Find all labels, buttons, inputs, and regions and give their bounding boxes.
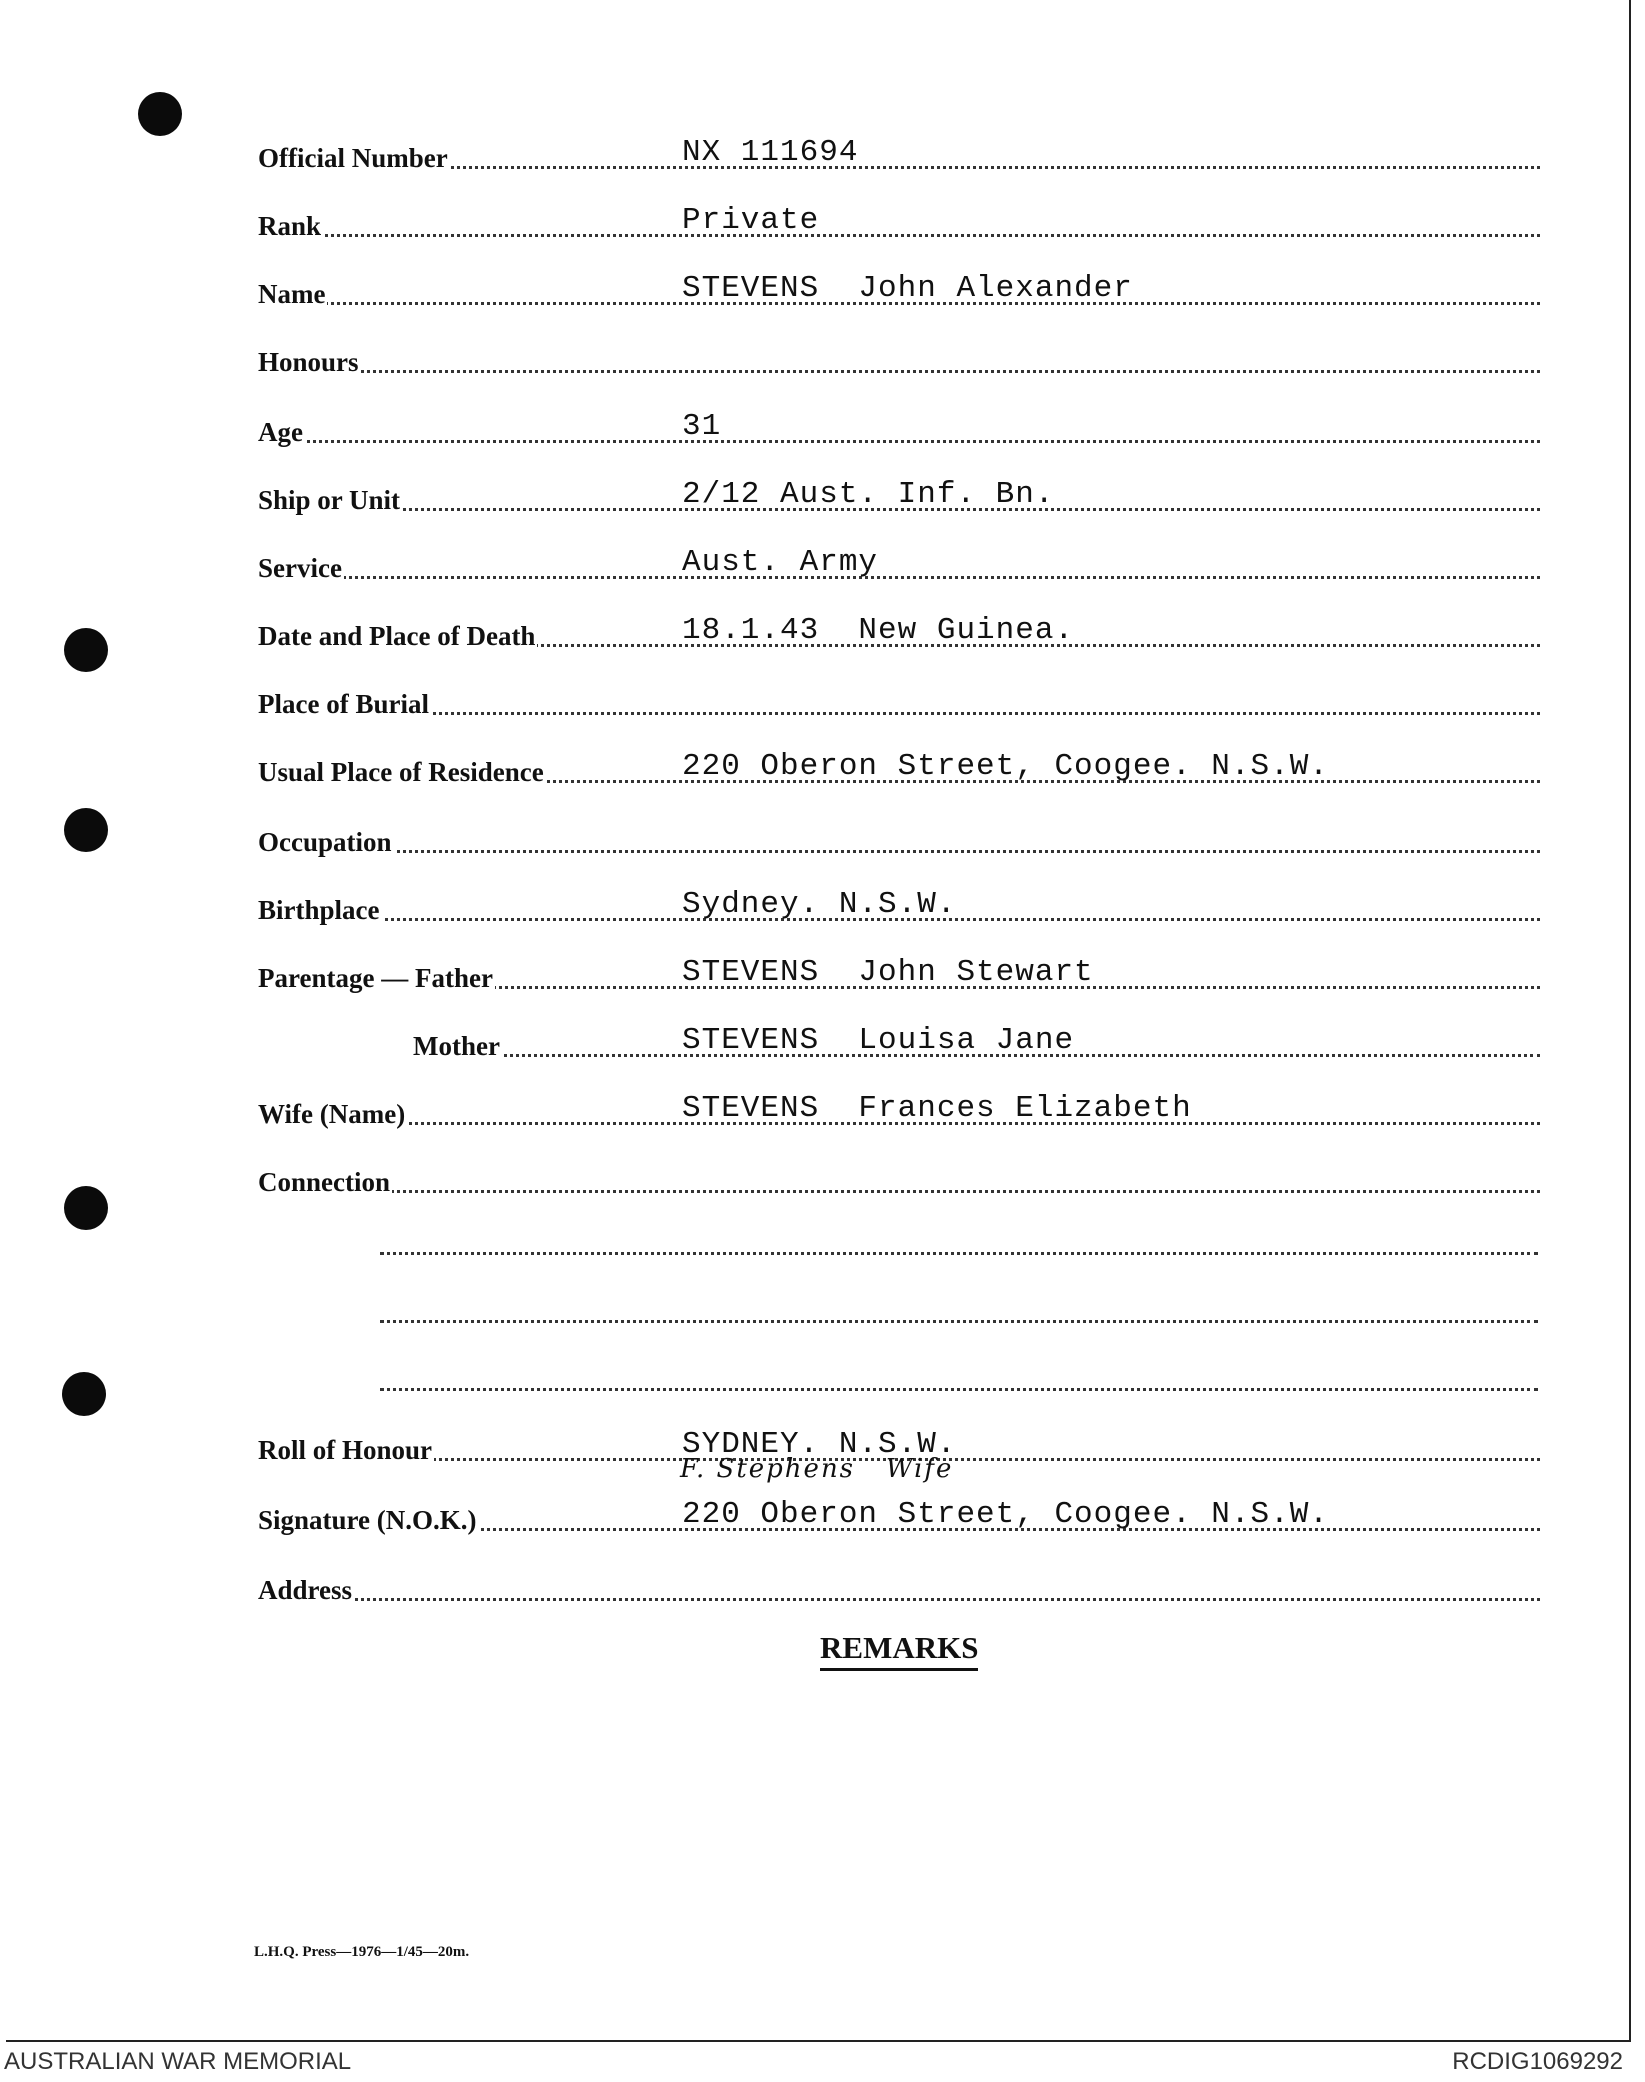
field-service <box>258 542 1540 582</box>
field-value: 31 <box>682 409 722 444</box>
field-label: Address <box>258 1575 353 1605</box>
field-value: STEVENS Louisa Jane <box>682 1023 1075 1058</box>
punch-hole <box>138 92 182 136</box>
field-mother <box>258 1020 1540 1060</box>
field-label: Parentage — Father <box>258 963 493 993</box>
field-label: Age <box>258 417 303 447</box>
field-address <box>258 1564 1540 1604</box>
punch-hole <box>64 808 108 852</box>
field-wife-name <box>258 1088 1540 1128</box>
footer-record-id: RCDIG1069292 <box>1452 2048 1623 2075</box>
field-parentage-father <box>258 952 1540 992</box>
field-ship-or-unit <box>258 474 1540 514</box>
connection-blank-line <box>380 1388 1538 1391</box>
field-value: Sydney. N.S.W. <box>682 887 957 922</box>
field-value: Private <box>682 203 820 238</box>
field-label: Ship or Unit <box>258 485 401 515</box>
field-value: NX 111694 <box>682 135 859 170</box>
field-label: Name <box>258 279 326 309</box>
field-value: STEVENS Frances Elizabeth <box>682 1091 1192 1126</box>
field-label: Official Number <box>258 143 448 173</box>
field-label: Honours <box>258 347 359 377</box>
field-label: Connection <box>258 1167 391 1197</box>
field-label: Occupation <box>258 827 392 857</box>
field-label: Date and Place of Death <box>258 621 536 651</box>
field-birthplace <box>258 884 1540 924</box>
field-usual-place-of-residence <box>258 746 1540 786</box>
field-name <box>258 268 1540 308</box>
footer-institution: AUSTRALIAN WAR MEMORIAL <box>4 2048 352 2075</box>
connection-blank-line <box>380 1252 1538 1255</box>
field-value: STEVENS John Stewart <box>682 955 1094 990</box>
field-value: STEVENS John Alexander <box>682 271 1133 306</box>
punch-hole <box>64 628 108 672</box>
field-occupation <box>258 816 1540 856</box>
field-place-of-burial <box>258 678 1540 718</box>
field-value: SYDNEY. N.S.W. <box>682 1427 957 1462</box>
field-label: Mother <box>413 1031 500 1061</box>
remarks-heading: REMARKS <box>820 1630 978 1671</box>
punch-hole <box>64 1186 108 1230</box>
field-signature-nok <box>258 1494 1540 1534</box>
field-date-place-of-death <box>258 610 1540 650</box>
field-value: 18.1.43 New Guinea. <box>682 613 1075 648</box>
field-value: 220 Oberon Street, Coogee. N.S.W. <box>682 749 1329 784</box>
field-label: Service <box>258 553 342 583</box>
field-label: Roll of Honour <box>258 1435 433 1465</box>
field-connection <box>258 1156 1540 1196</box>
punch-hole <box>62 1372 106 1416</box>
field-value: 2/12 Aust. Inf. Bn. <box>682 477 1055 512</box>
field-rank <box>258 200 1540 240</box>
field-label: Wife (Name) <box>258 1099 406 1129</box>
field-label: Signature (N.O.K.) <box>258 1505 477 1535</box>
field-label: Rank <box>258 211 322 241</box>
connection-blank-line <box>380 1320 1538 1323</box>
field-official-number <box>258 132 1540 172</box>
field-label: Place of Burial <box>258 689 429 719</box>
field-value: Aust. Army <box>682 545 879 580</box>
handwritten-signature: F. Stephens Wife <box>680 1454 954 1484</box>
field-age <box>258 406 1540 446</box>
field-label: Usual Place of Residence <box>258 757 544 787</box>
field-honours <box>258 336 1540 376</box>
field-value: 220 Oberon Street, Coogee. N.S.W. <box>682 1497 1329 1532</box>
field-label: Birthplace <box>258 895 380 925</box>
press-note: L.H.Q. Press—1976—1/45—20m. <box>254 1944 470 1960</box>
